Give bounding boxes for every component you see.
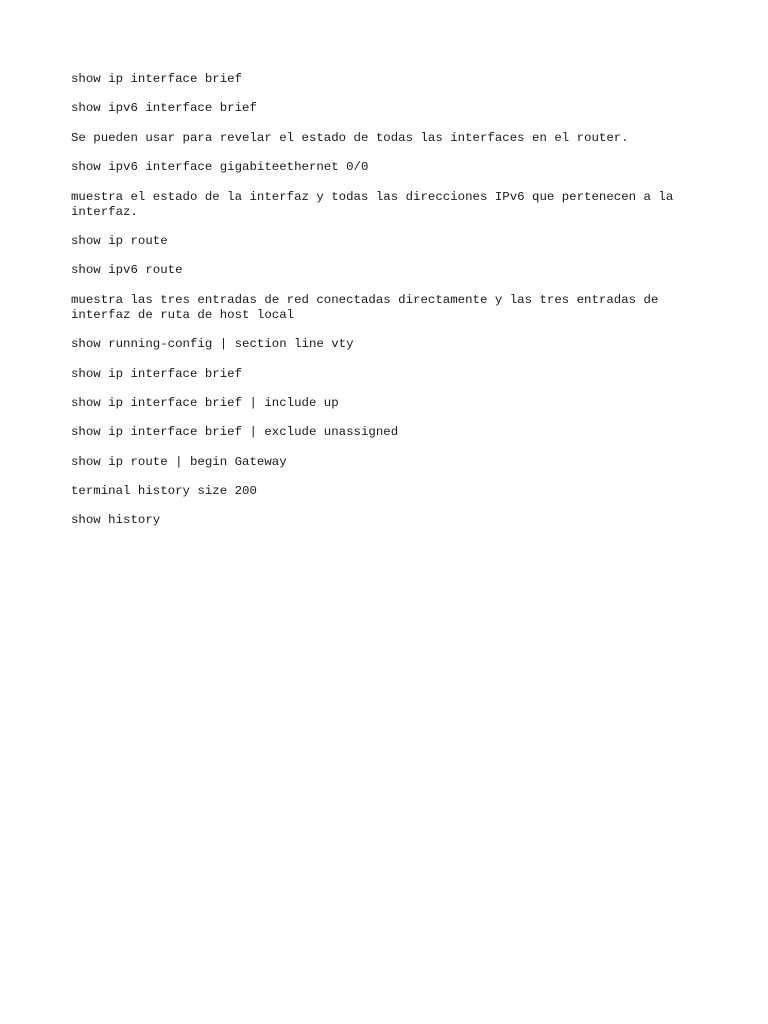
document-page bbox=[71, 72, 711, 543]
command-show-ipv6-interface-gigabit: show ipv6 interface gigabiteethernet 0/0 bbox=[71, 160, 369, 175]
command-include-up: show ip interface brief | include up bbox=[71, 395, 339, 410]
command-terminal-history-size: terminal history size 200 bbox=[71, 484, 257, 499]
command-show-ip-route: show ip route bbox=[71, 233, 168, 248]
description-interface-ipv6-addresses: muestra el estado de la interfaz y todas las direcciones IPv6 que pertenecen a la interfaz. bbox=[71, 189, 674, 219]
command-show-ipv6-route: show ipv6 route bbox=[71, 263, 183, 278]
description-route-entries: muestra las tres entradas de red conectadas directamente y las tres entradas de interfaz de ruta de host local bbox=[71, 292, 659, 322]
command-exclude-unassigned: show ip interface brief | exclude unassigned bbox=[71, 425, 399, 440]
command-show-running-config-section: show running-config | section line vty bbox=[71, 337, 354, 352]
command-show-ip-interface-brief-repeat: show ip interface brief bbox=[71, 366, 243, 381]
command-show-history: show history bbox=[71, 513, 161, 528]
command-show-ip-interface-brief: show ip interface brief bbox=[71, 72, 243, 86]
command-show-ipv6-interface-brief: show ipv6 interface brief bbox=[71, 101, 257, 116]
description-interfaces-state: Se pueden usar para revelar el estado de todas las interfaces en el router. bbox=[71, 130, 629, 145]
command-begin-gateway: show ip route | begin Gateway bbox=[71, 454, 287, 469]
